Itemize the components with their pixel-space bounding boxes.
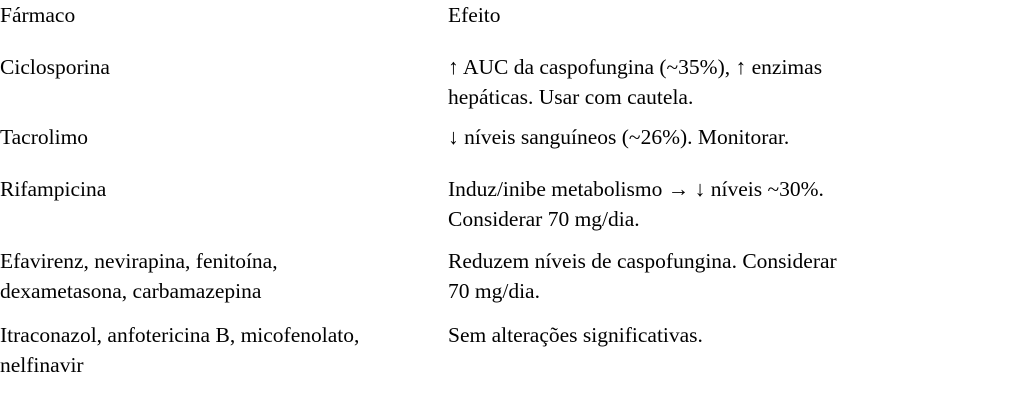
- column-header-effect: Efeito: [448, 3, 501, 27]
- effect-line: ↑ AUC da caspofungina (~35%), ↑ enzimas: [448, 55, 823, 79]
- table-row: [0, 122, 1013, 174]
- effect-line: ↓ níveis sanguíneos (~26%). Monitorar.: [448, 125, 790, 149]
- drug-line: dexametasona, carbamazepina: [0, 279, 262, 303]
- drug-line: nelfinavir: [0, 353, 84, 377]
- table-row: [0, 52, 1013, 122]
- table-row: [0, 174, 1013, 246]
- drug-name: [0, 246, 448, 320]
- drug-name: [0, 320, 448, 380]
- table-row: [0, 320, 1013, 380]
- effect-line: Sem alterações significativas.: [448, 323, 703, 347]
- table-header-row: [0, 0, 1013, 52]
- effect-line: Considerar 70 mg/dia.: [448, 207, 640, 231]
- table-row: [0, 246, 1013, 320]
- drug-name: Tacrolimo: [0, 125, 89, 149]
- drug-effect: [448, 246, 1013, 320]
- drug-effect: [448, 320, 1013, 380]
- drug-effect: [448, 122, 1013, 174]
- drug-name: Rifampicina: [0, 177, 107, 201]
- drug-effect: [448, 174, 1013, 246]
- effect-line: hepáticas. Usar com cautela.: [448, 85, 694, 109]
- effect-line: 70 mg/dia.: [448, 279, 540, 303]
- effect-line: Reduzem níveis de caspofungina. Considerar: [448, 249, 837, 273]
- drug-line: Efavirenz, nevirapina, fenitoína,: [0, 249, 278, 273]
- drug-name: Ciclosporina: [0, 55, 110, 79]
- drug-line: Itraconazol, anfotericina B, micofenolato,: [0, 323, 360, 347]
- column-header-drug: Fármaco: [0, 3, 76, 27]
- effect-line: Induz/inibe metabolismo → ↓ níveis ~30%.: [448, 177, 824, 201]
- drug-effect: [448, 52, 1013, 122]
